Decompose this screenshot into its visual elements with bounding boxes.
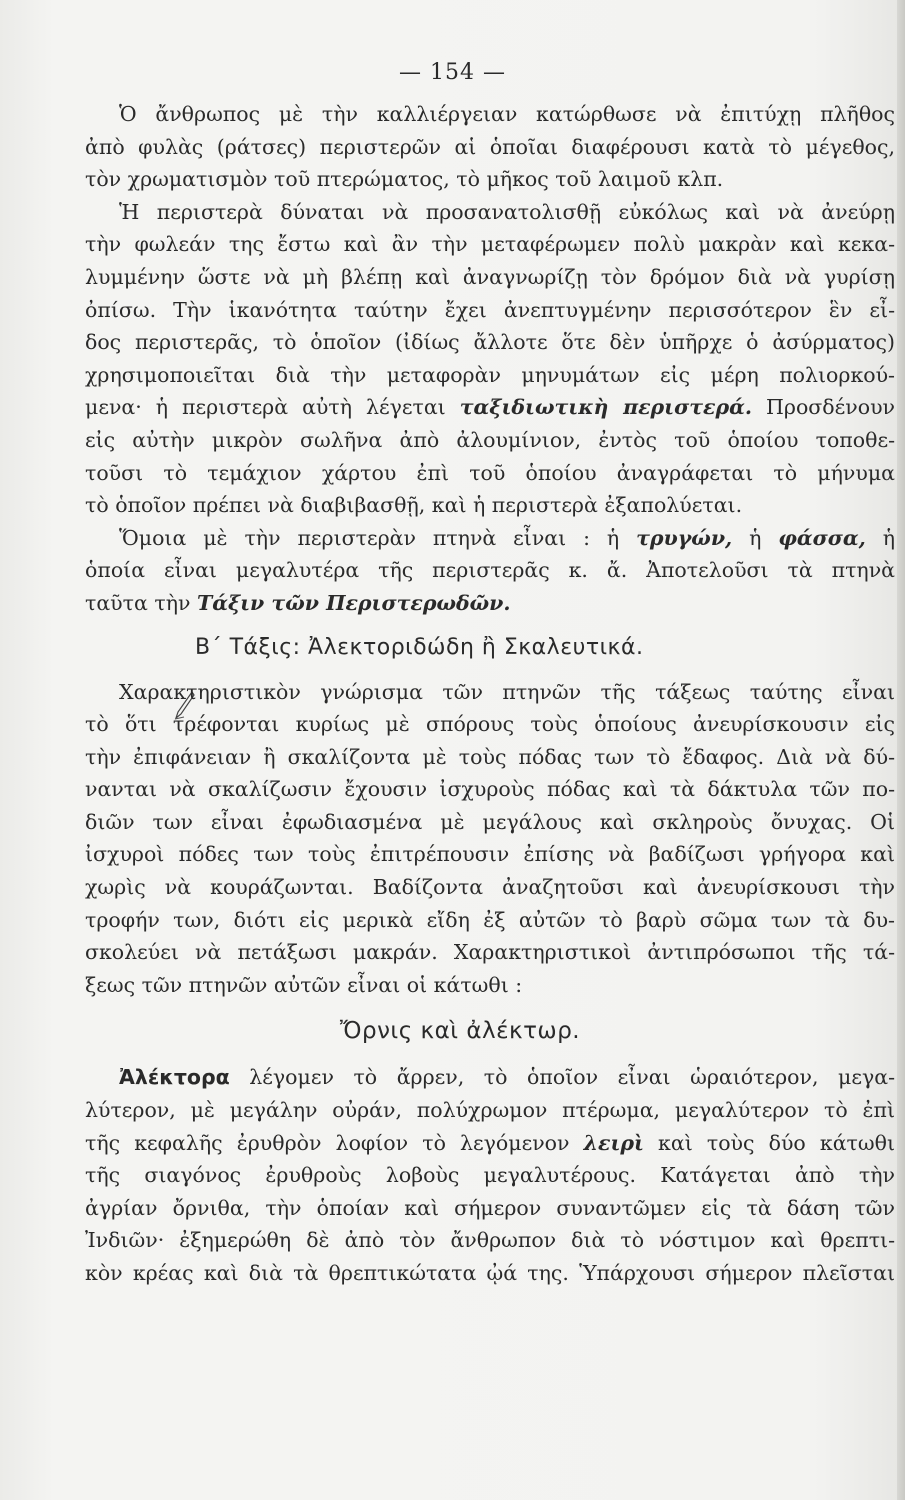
text-line: τὸ ὅτι τρέφονται κυρίως μὲ σπόρους τοὺς ὁποίους ἀνευρίσκουσιν εἰς [85, 712, 895, 737]
text-line: ὀπίσω. Τὴν ἱκανότητα ταύτην ἔχει ἀνεπτυγμένην περισσότερον ἓν εἶ- [85, 297, 895, 322]
bold-term: Ἀλέκτορα [119, 1065, 230, 1090]
text-run: ταῦτα τὴν [85, 590, 197, 615]
paragraph [85, 98, 895, 196]
text-run: Προσδένουν [752, 395, 895, 420]
text-line: χωρὶς νὰ κουράζωνται. Βαδίζοντα ἀναζητοῦσι καὶ ἀνευρίσκουσι τὴν [85, 875, 895, 900]
text-line [85, 1061, 895, 1094]
text-run: ἡ [865, 525, 895, 550]
bold-term: Τάξιν τῶν Περιστερωδῶν. [196, 590, 511, 615]
text-line: νανται νὰ σκαλίζωσιν ἔχουσιν ἰσχυροὺς πόδας καὶ τὰ δάκτυλα τῶν πο- [85, 777, 895, 802]
text-line: δος περιστερᾶς, τὸ ὁποῖον (ἰδίως ἄλλοτε ὅτε δὲν ὑπῆρχε ὁ ἀσύρματος) [85, 330, 895, 355]
text-line [85, 587, 895, 620]
text-line: τὸν χρωματισμὸν τοῦ πτερώματος, τὸ μῆκος τοῦ λαιμοῦ κλπ. [85, 167, 724, 192]
page-number: — 154 — [399, 60, 506, 85]
text-line [85, 1127, 895, 1160]
text-run: καὶ τοὺς δύο κάτωθι [643, 1130, 895, 1155]
text-line: ἰσχυροὶ πόδες των τοὺς ἐπιτρέπουσιν ἐπίσης νὰ βαδίζωσι γρήγορα καὶ [85, 842, 895, 867]
text-line: τοῦσι τὸ τεμάχιον χάρτου ἐπὶ τοῦ ὁποίου ἀναγράφεται τὸ μήνυμα [85, 460, 895, 485]
paragraph [85, 1061, 895, 1289]
class-heading: Β΄ Τάξις: Ἀλεκτοριδώδη ἢ Σκαλευτικά. [195, 634, 644, 660]
paragraph [85, 196, 895, 522]
body-text [85, 98, 895, 1290]
text-line: τὴν ἐπιφάνειαν ἢ σκαλίζοντα μὲ τοὺς πόδας των τὸ ἔδαφος. Διὰ νὰ δύ- [85, 744, 895, 769]
text-line: τῆς σιαγόνος ἐρυθροὺς λοβοὺς μεγαλυτέρους. Κατάγεται ἀπὸ τὴν [85, 1163, 895, 1188]
text-line: κὸν κρέας καὶ διὰ τὰ θρεπτικώτατα ᾠά της. Ὑπάρχουσι σήμερον πλεῖσται [85, 1261, 895, 1285]
text-line: Ἡ περιστερὰ δύναται νὰ προσανατολισθῇ εὐκόλως καὶ νὰ ἀνεύρῃ [119, 199, 895, 224]
text-line: τὸ ὁποῖον πρέπει νὰ διαβιβασθῇ, καὶ ἡ περιστερὰ ἐξαπολύεται. [85, 493, 743, 518]
text-line: ὁποία εἶναι μεγαλυτέρα τῆς περιστερᾶς κ. ἄ. Ἀποτελοῦσι τὰ πτηνὰ [85, 558, 895, 583]
text-line: Χαρακτηριστικὸν γνώρισμα τῶν πτηνῶν τῆς τάξεως ταύτης εἶναι [119, 679, 895, 704]
text-line: λυμμένην ὥστε νὰ μὴ βλέπῃ καὶ ἀναγνωρίζῃ τὸν δρόμον διὰ νὰ γυρίσῃ [85, 264, 895, 289]
sub-heading: Ὄρνις καὶ ἀλέκτωρ. [339, 1018, 581, 1045]
text-line: διῶν των εἶναι ἐφωδιασμένα μὲ μεγάλους καὶ σκληροὺς ὄνυχας. Οἱ [85, 809, 895, 834]
text-line: Ἰνδιῶν· ἐξημερώθη δὲ ἀπὸ τὸν ἄνθρωπον διὰ τὸ νόστιμον καὶ θρεπτι- [85, 1228, 895, 1253]
paragraph [85, 676, 895, 1002]
bold-term: ταξιδιωτικὴ περιστερά. [459, 395, 753, 420]
bold-term: φάσσα, [778, 525, 866, 550]
page-edge [897, 0, 905, 1500]
text-line: ἀπὸ φυλὰς (ράτσες) περιστερῶν αἱ ὁποῖαι διαφέρουσι κατὰ τὸ μέγεθος, [85, 134, 895, 159]
text-line: εἰς αὐτὴν μικρὸν σωλῆνα ἀπὸ ἀλουμίνιον, ἐντὸς τοῦ ὁποίου τοποθε- [85, 427, 895, 452]
paragraph [85, 522, 895, 620]
text-line: σκολεύει νὰ πετάξωσι μακράν. Χαρακτηριστικοὶ ἀντιπρόσωποι τῆς τά- [85, 940, 895, 965]
text-line [85, 522, 895, 555]
text-run: Ὅμοια μὲ τὴν περιστερὰν πτηνὰ εἶναι : ἡ [119, 525, 637, 550]
bold-term: τρυγών, [636, 525, 733, 550]
text-line: ξεως τῶν πτηνῶν αὐτῶν εἶναι οἱ κάτωθι : [85, 972, 523, 997]
text-line [85, 391, 895, 424]
bold-term: λειρὶ [583, 1130, 644, 1155]
text-run: τῆς κεφαλῆς ἐρυθρὸν λοφίον τὸ λεγόμενον [85, 1130, 584, 1155]
text-line: ἀγρίαν ὄρνιθα, τὴν ὁποίαν καὶ σήμερον συναντῶμεν εἰς τὰ δάση τῶν [85, 1195, 895, 1220]
text-line: Ὁ ἄνθρωπος μὲ τὴν καλλιέργειαν κατώρθωσε νὰ ἐπιτύχῃ πλῆθος [119, 102, 895, 126]
text-line: λύτερον, μὲ μεγάλην οὐράν, πολύχρωμον πτέρωμα, μεγαλύτερον τὸ ἐπὶ [85, 1098, 895, 1123]
text-line: τὴν φωλεάν της ἔστω καὶ ἂν τὴν μεταφέρωμεν πολὺ μακρὰν καὶ κεκα- [85, 232, 895, 257]
text-line: τροφήν των, διότι εἰς μερικὰ εἴδη ἐξ αὐτῶν τὸ βαρὺ σῶμα των τὰ δυ- [85, 907, 895, 932]
text-run: μενα· ἡ περιστερὰ αὐτὴ λέγεται [85, 395, 460, 420]
text-run: ἡ [732, 525, 779, 550]
text-run: λέγομεν τὸ ἄρρεν, τὸ ὁποῖον εἶναι ὡραιότερον, μεγα- [229, 1065, 895, 1090]
text-line: χρησιμοποιεῖται διὰ τὴν μεταφορὰν μηνυμάτων εἰς μέρη πολιορκού- [85, 362, 895, 387]
